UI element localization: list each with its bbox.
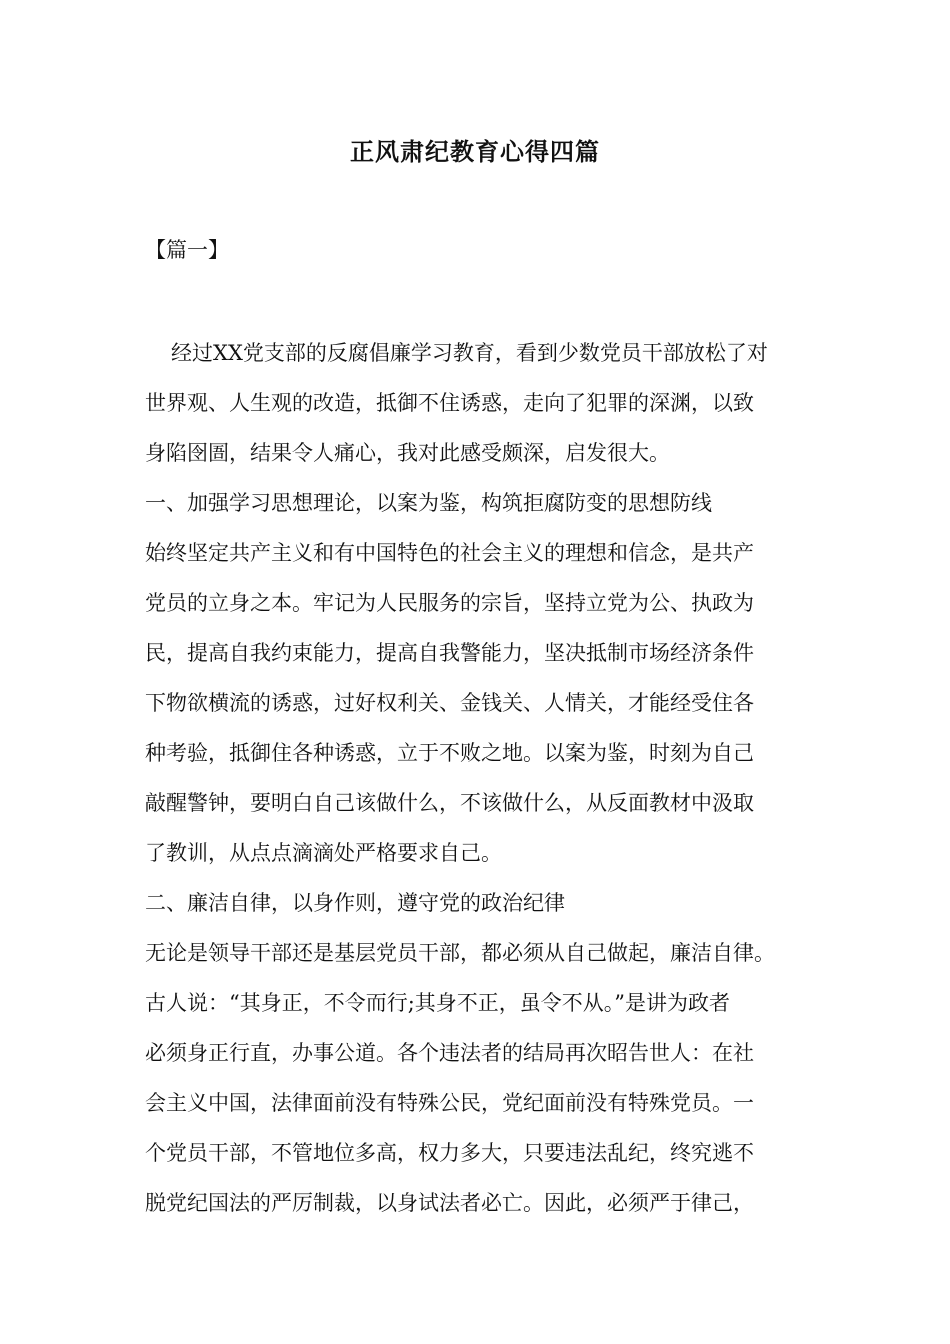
- paragraph-line: 身陷囹圄，结果令人痛心，我对此感受颇深，启发很大。: [145, 441, 670, 465]
- paragraph-line: 种考验，抵御住各种诱惑，立于不败之地。以案为鉴，时刻为自己: [145, 741, 754, 765]
- section-heading: 二、廉洁自律，以身作则，遵守党的政治纪律: [145, 891, 565, 915]
- paragraph-line: 个党员干部，不管地位多高，权力多大，只要违法乱纪，终究逃不: [145, 1141, 754, 1165]
- section-heading: 一、加强学习思想理论，以案为鉴，构筑拒腐防变的思想防线: [145, 491, 712, 515]
- paragraph-line: 世界观、人生观的改造，抵御不住诱惑，走向了犯罪的深渊，以致: [145, 391, 754, 415]
- paragraph-line: 经过XX党支部的反腐倡廉学习教育，看到少数党员干部放松了对: [171, 341, 768, 365]
- paragraph-line: 党员的立身之本。牢记为人民服务的宗旨，坚持立党为公、执政为: [145, 591, 754, 615]
- document-title: 正风肃纪教育心得四篇: [350, 137, 600, 166]
- paragraph-line: 无论是领导干部还是基层党员干部，都必须从自己做起，廉洁自律。: [145, 941, 775, 965]
- paragraph-line: 敲醒警钟，要明白自己该做什么，不该做什么，从反面教材中汲取: [145, 791, 754, 815]
- paragraph-line: 民，提高自我约束能力，提高自我警能力，坚决抵制市场经济条件: [145, 641, 754, 665]
- paragraph-line: 必须身正行直，办事公道。各个违法者的结局再次昭告世人：在社: [145, 1041, 754, 1065]
- paragraph-line: 始终坚定共产主义和有中国特色的社会主义的理想和信念，是共产: [145, 541, 754, 565]
- paragraph-line: 古人说：“其身正，不令而行;其身不正，虽令不从。”是讲为政者: [145, 991, 731, 1015]
- paragraph-line: 下物欲横流的诱惑，过好权利关、金钱关、人情关，才能经受住各: [145, 691, 754, 715]
- paragraph-line: 脱党纪国法的严厉制裁，以身试法者必亡。因此，必须严于律己，: [145, 1191, 754, 1215]
- body-text: [145, 328, 820, 1228]
- section-label: 【篇一】: [145, 238, 229, 262]
- paragraph-line: 会主义中国，法律面前没有特殊公民，党纪面前没有特殊党员。一: [145, 1091, 754, 1115]
- paragraph-line: 了教训，从点点滴滴处严格要求自己。: [145, 841, 502, 865]
